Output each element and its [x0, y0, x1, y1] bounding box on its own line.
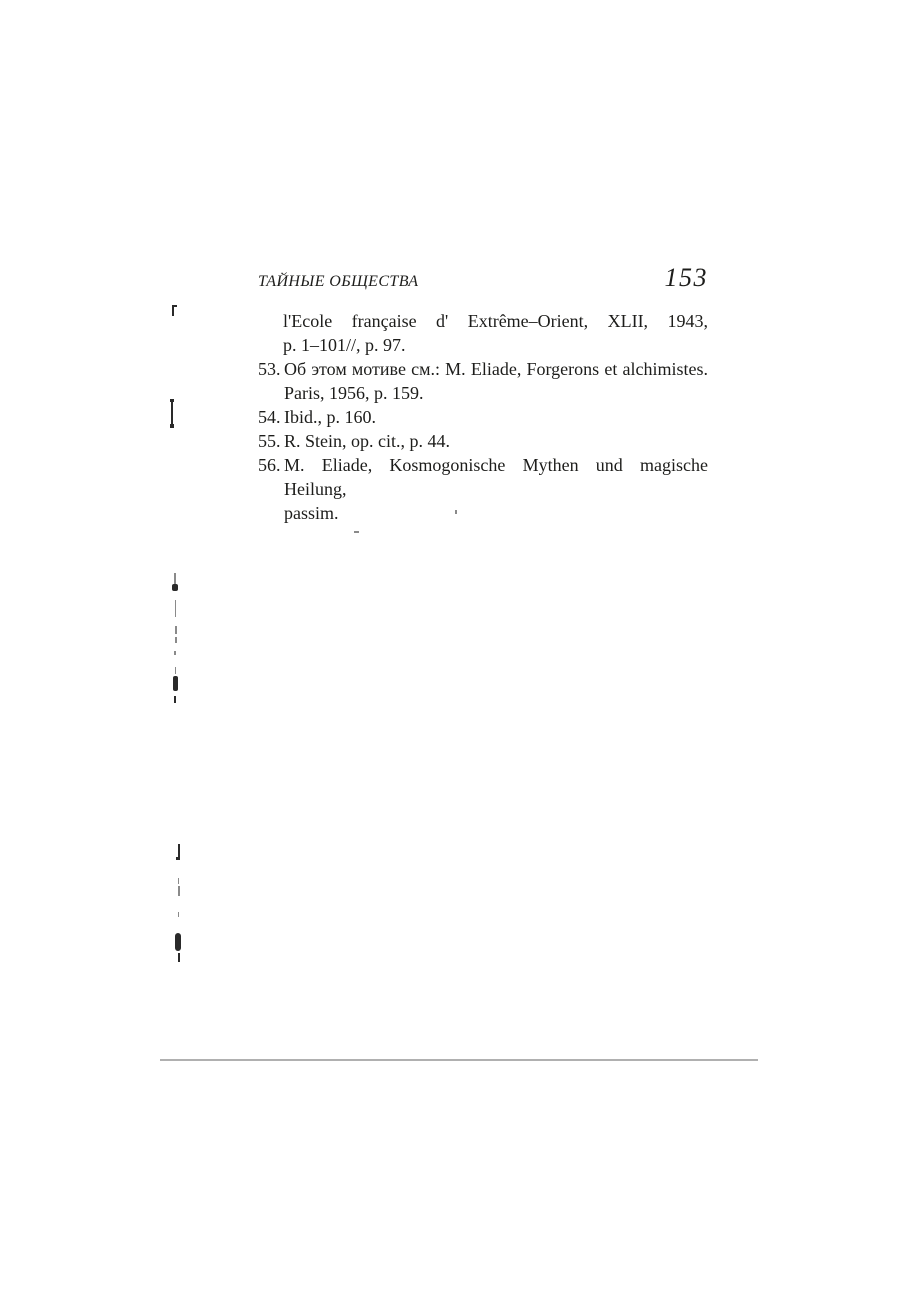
note-number: 53. [258, 359, 281, 379]
page-header [258, 263, 708, 293]
scan-artifact [174, 696, 176, 703]
paragraph-line: l'Ecole française d' Extrême–Orient, XLII, 1943, [283, 311, 708, 331]
scan-artifact [172, 584, 178, 591]
scan-artifact [175, 637, 177, 643]
endnote-55 [258, 429, 708, 453]
scan-artifact [173, 676, 178, 691]
page-number: 153 [664, 263, 708, 292]
scan-artifact [354, 531, 359, 533]
note-number: 54. [258, 407, 281, 427]
page-bottom-rule [160, 1059, 758, 1061]
endnote-54 [258, 405, 708, 429]
note-line: Paris, 1956, p. 159. [284, 383, 424, 403]
scan-artifact [178, 953, 180, 962]
endnotes-block [258, 309, 708, 525]
endnote-56 [258, 453, 708, 525]
paragraph-line: p. 1–101//, p. 97. [283, 335, 406, 355]
running-title: ТАЙНЫЕ ОБЩЕСТВА [258, 273, 419, 290]
scan-artifact [178, 912, 179, 917]
note-line: Ibid., p. 160. [284, 407, 376, 427]
note-line: Об этом мотиве см.: M. Eliade, Forgerons et alchimistes. [284, 359, 708, 379]
note-line: passim. [284, 503, 339, 523]
note-number: 55. [258, 431, 281, 451]
scan-artifact [176, 857, 180, 860]
scan-artifact [178, 886, 180, 896]
note-line: R. Stein, op. cit., p. 44. [284, 431, 450, 451]
continuation-paragraph [258, 309, 708, 357]
scan-artifact [455, 510, 457, 514]
scan-artifact [172, 305, 177, 307]
scan-artifact [174, 651, 176, 655]
scan-artifact [175, 667, 176, 674]
note-line: M. Eliade, Kosmogonische Mythen und magische Heilung, [284, 455, 708, 499]
scan-artifact [170, 424, 174, 428]
note-number: 56. [258, 455, 281, 475]
scan-artifact [175, 933, 181, 951]
scan-artifact [175, 626, 177, 634]
scan-artifact [175, 600, 176, 617]
scan-artifact [178, 878, 179, 884]
endnote-53 [258, 357, 708, 405]
scan-artifact [170, 399, 174, 402]
